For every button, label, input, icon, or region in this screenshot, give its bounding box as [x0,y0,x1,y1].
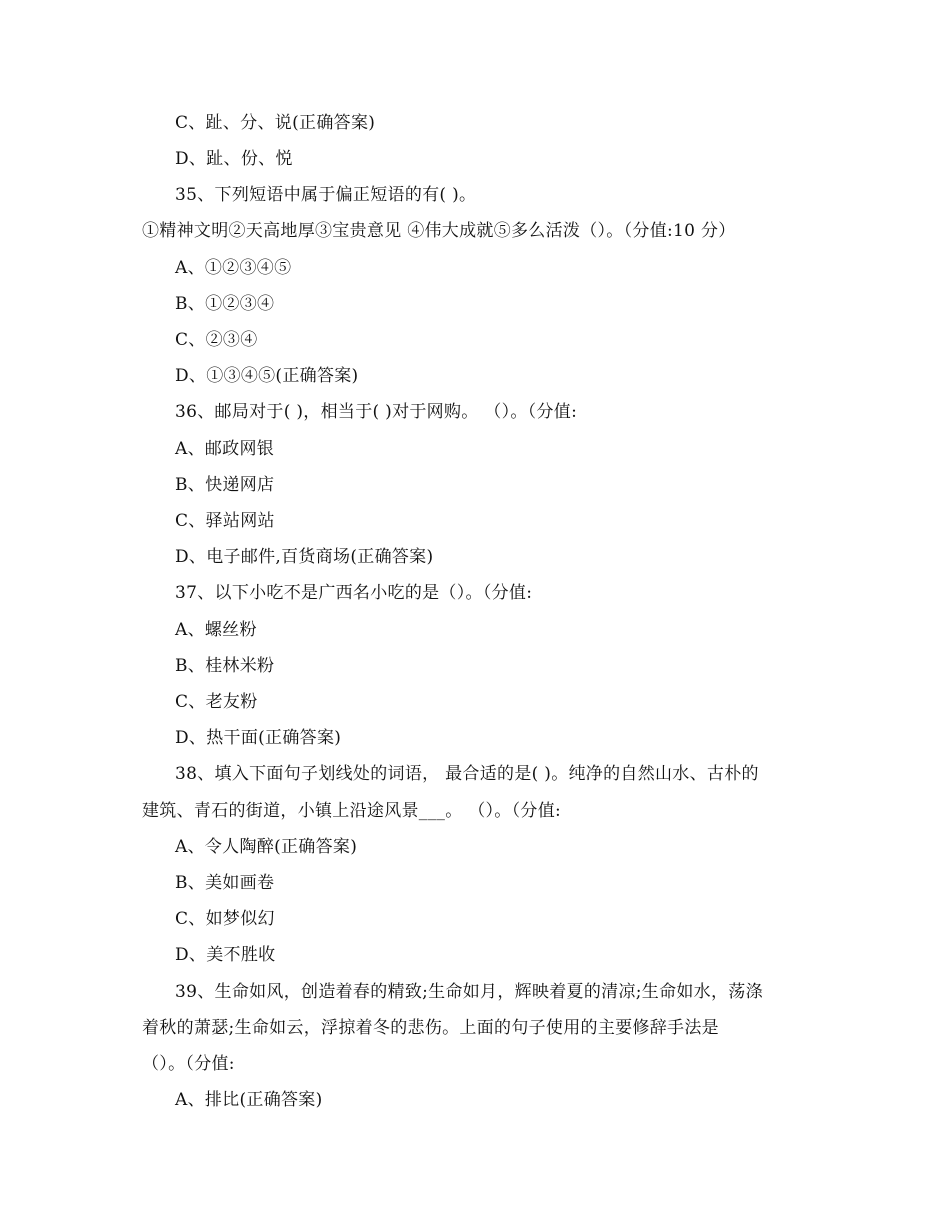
q36-option-b: B、快递网店 [175,475,275,495]
q35-option-b: B、①②③④ [175,294,275,314]
q37-stem: 37、以下小吃不是广西名小吃的是（）。（分值: [175,583,533,603]
q35-stem: 35、下列短语中属于偏正短语的有( )。 [175,185,477,205]
q35-option-c: C、②③④ [175,330,258,350]
q37-option-a: A、螺丝粉 [175,620,257,640]
q35-stem-items: ①精神文明②天高地厚③宝贵意见 ④伟大成就⑤多么活泼（）。（分值:10 分） [142,221,736,241]
q39-stem-line1: 39、生命如风，创造着春的精致;生命如月，辉映着夏的清凉;生命如水，荡涤 [175,982,763,1002]
q38-stem-line2: 建筑、青石的街道，小镇上沿途风景___。 （）。（分值: [142,801,562,821]
q37-option-b: B、桂林米粉 [175,656,275,676]
q35-option-a: A、①②③④⑤ [175,258,292,278]
q38-option-d: D、美不胜收 [175,945,276,965]
q36-option-c: C、驿站网站 [175,511,275,531]
q36-option-d: D、电子邮件,百货商场(正确答案) [175,547,434,567]
q34-option-d: D、趾、份、悦 [175,149,293,169]
q38-stem-line1: 38、填入下面句子划线处的词语， 最合适的是( )。纯净的自然山水、古朴的 [175,764,759,784]
q38-option-b: B、美如画卷 [175,873,275,893]
q37-option-d: D、热干面(正确答案) [175,728,342,748]
q39-stem-line2: 着秋的萧瑟;生命如云，浮掠着冬的悲伤。上面的句子使用的主要修辞手法是 [142,1018,719,1038]
q38-option-a: A、令人陶醉(正确答案) [175,837,358,857]
q37-option-c: C、老友粉 [175,692,258,712]
q36-stem: 36、邮局对于( )，相当于( )对于网购。 （）。（分值: [175,402,578,422]
q39-option-a: A、排比(正确答案) [175,1090,323,1110]
q34-option-c: C、趾、分、说(正确答案) [175,113,376,133]
q38-option-c: C、如梦似幻 [175,909,275,929]
q35-option-d: D、①③④⑤(正确答案) [175,366,359,386]
q39-stem-line3: （）。（分值: [142,1054,235,1074]
q36-option-a: A、邮政网银 [175,439,275,459]
